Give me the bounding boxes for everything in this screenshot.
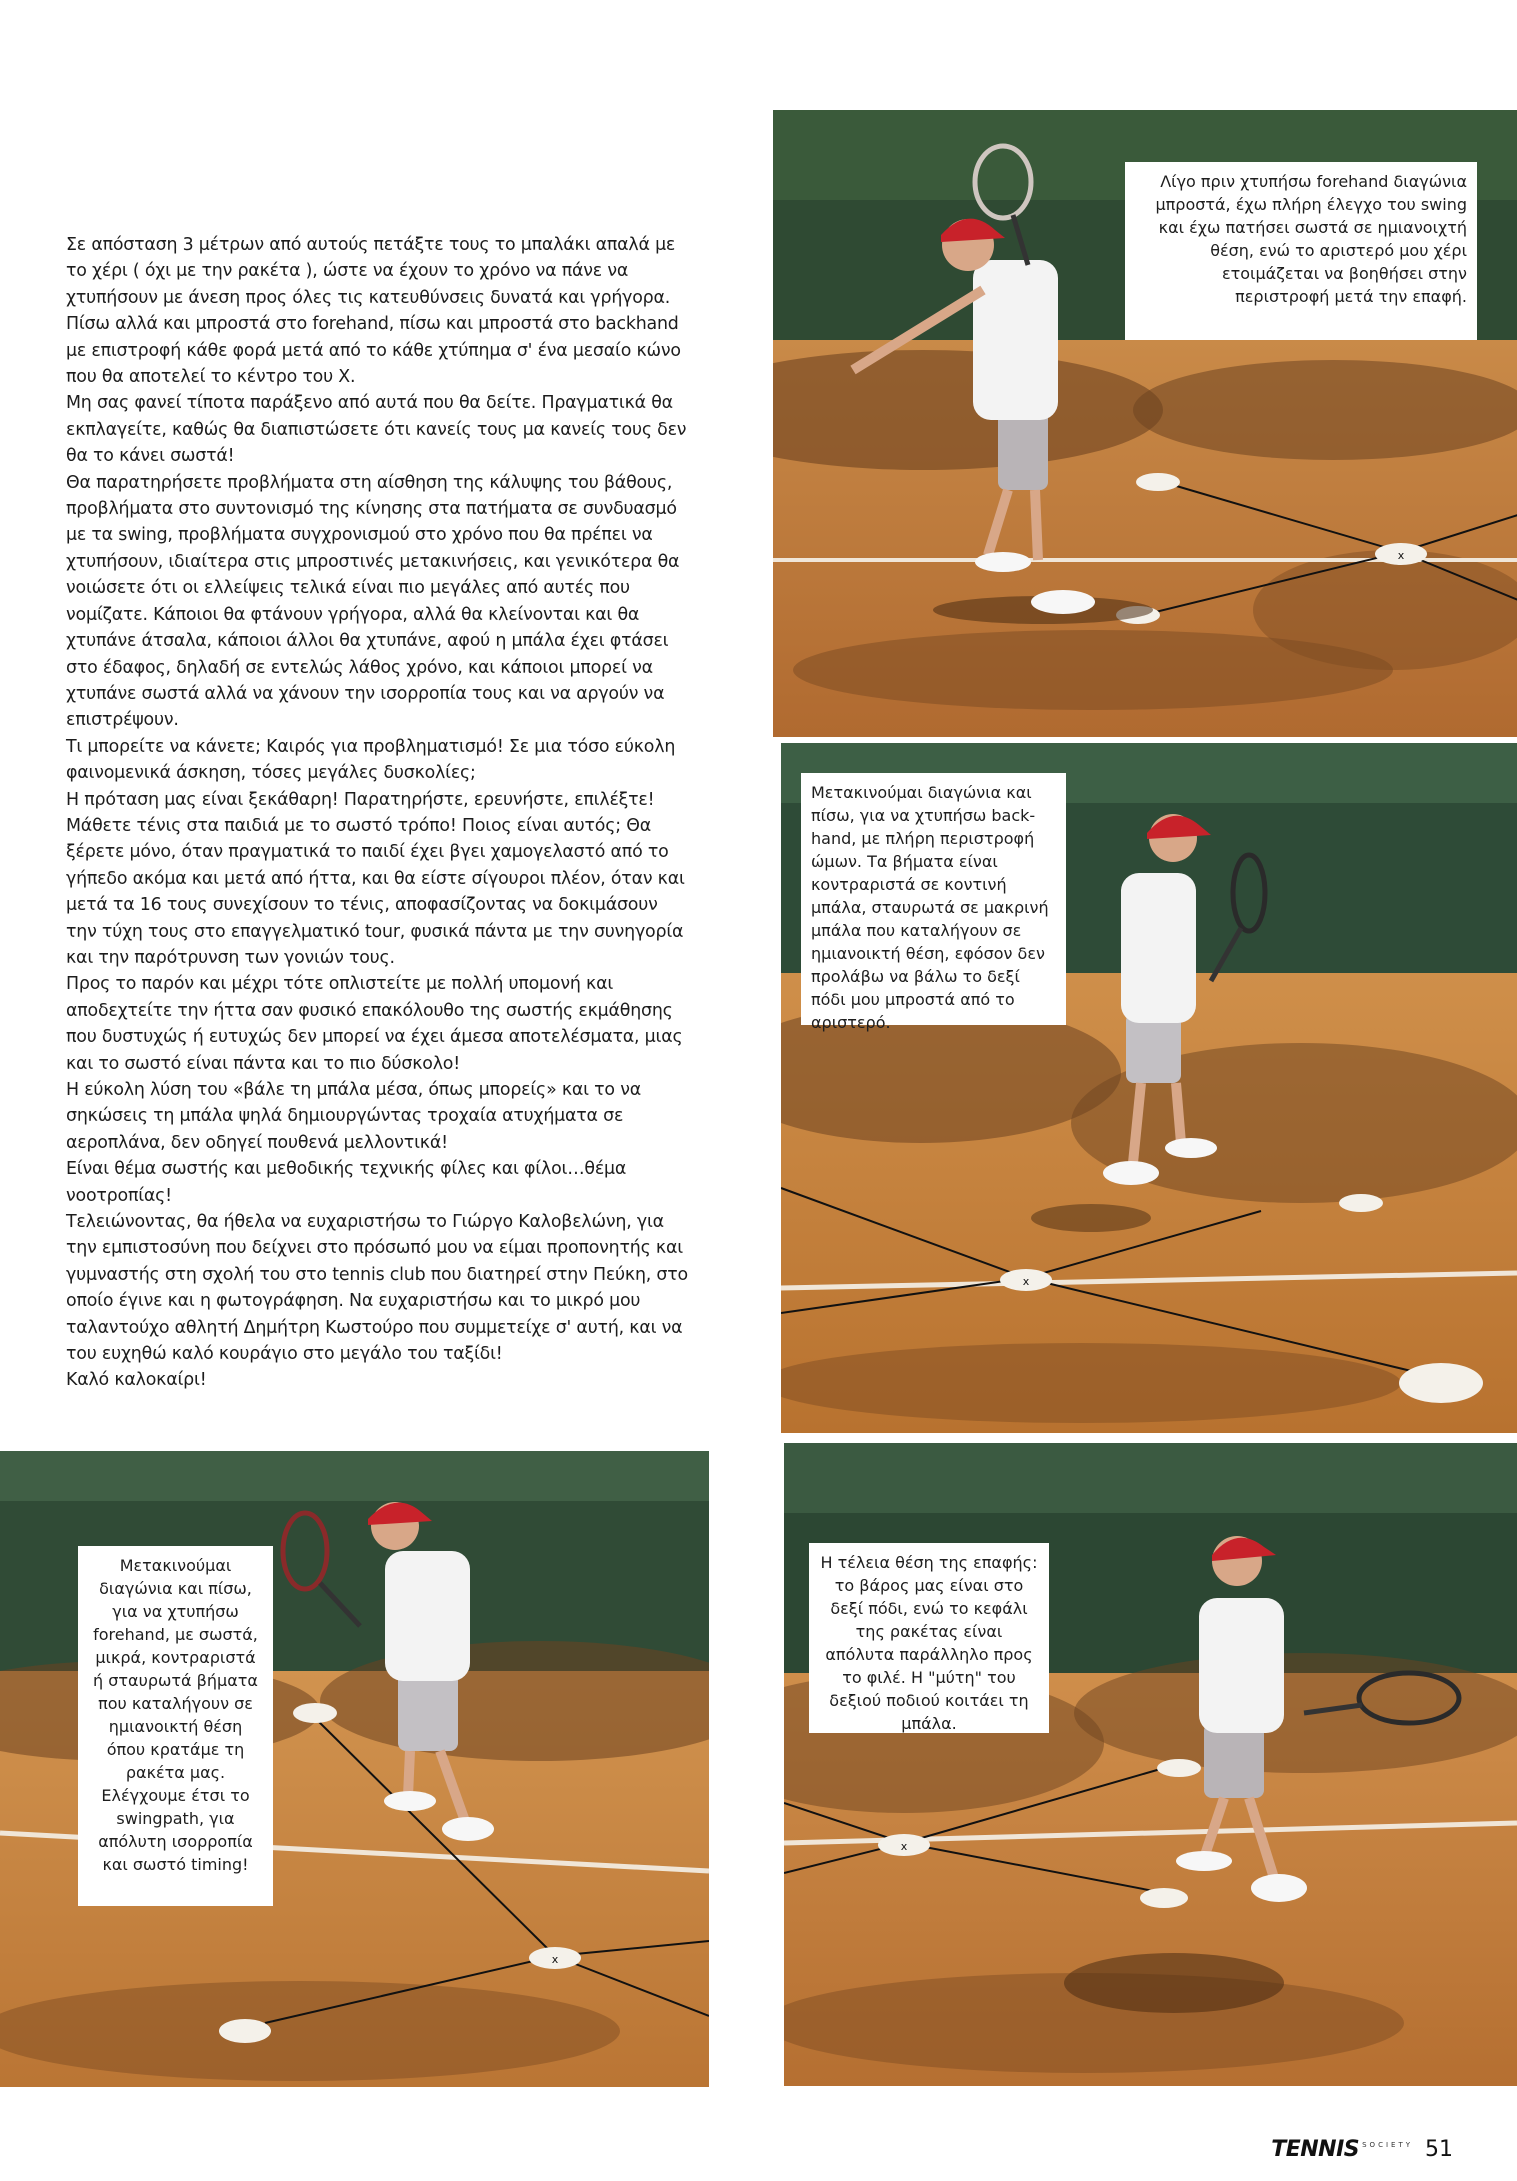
paragraph: Θα παρατηρήσετε προβλήματα στη αίσθηση της κάλυψης του βάθους, προβλήματα στο συντονισμό της κίνησης στα πατήματα σε συνδυασμό με τα swing, προβλήματα συγχρονισμού στο χρόνο που θα πρέπει να χτυπήσουν, ιδιαίτερα στις μπροστινές μετακινήσεις, και γενικότερα θα νοιώσετε ότι οι ελλείψεις τελικά είναι πιο μεγάλες από αυτές που νομίζατε. Κάποιοι θα φτάνουν γρήγορα, αλλά θα κλείνονται και θα χτυπάνε άτσαλα, κάποιοι άλλοι θα χτυπάνε, αφού η μπάλα έχει φτάσει στο έδαφος, δηλαδή σε εντελώς λάθος χρόνο, και κάποιοι μπορεί να χτυπάνε σωστά αλλά να χάνουν την ισορροπία τους και να αργούν να επιστρέψουν. [66,472,680,731]
page-number: 51 [1425,2136,1453,2162]
paragraph: Είναι θέμα σωστής και μεθοδικής τεχνικής φίλες και φίλοι…θέμα νοοτροπίας! [66,1159,627,1206]
paragraph: Τελειώνοντας, θα ήθελα να ευχαριστήσω το Γιώργο Καλοβελώνη, για την εμπιστοσύνη που δείχνει στο πρόσωπό μου να είμαι προπονητής και γυμναστής στη σχολή του στο tennis club που διατηρεί στην Πεύκη, στο οποίο έγινε και η φωτογράφηση. Να ευχαριστήσω και το μικρό μου ταλαντούχο αθλητή Δημήτρη Κωστούρο που συμμετείχε σ' αυτή, και να του ευχηθώ καλό κουράγιο στο μεγάλο του ταξίδι! [66,1212,688,1365]
svg-text:x: x [1022,1275,1030,1288]
photo-forehand-back [0,1451,709,2087]
paragraph: Καλό καλοκαίρι! [66,1370,207,1391]
photo-backhand-back [781,743,1517,1433]
paragraph: Σε απόσταση 3 μέτρων από αυτούς πετάξτε τους το μπαλάκι απαλά με το χέρι ( όχι με την ρακέτα ), ώστε να έχουν το χρόνο να πάνε να χτυπήσουν με άνεση προς όλες τις κατευθύνσεις δυνατά και γρήγορα. Πίσω αλλά και μπροστά στο forehand, πίσω και μπροστά στο backhand με επιστροφή κάθε φορά μετά από το κάθε χτύπημα σ' ένα μεσαίο κώνο που θα αποτελεί το κέντρο του Χ. [66,235,681,388]
photo-forehand-front [773,110,1517,737]
tennis-court-photo [784,1443,1517,2086]
photo-caption: Μετακινούμαι διαγώνια και πίσω, για να χτυπήσω back-hand, με πλήρη περιστροφή ώμων. Τα βήματα είναι κοντραριστά σε κοντινή μπάλα, σταυρωτά σε μακρινή μπάλα που καταλήγουν σε ημιανοικτή θέση, εφόσον δεν προλάβω να βάλω το δεξί πόδι μου μπροστά από το αριστερό. [801,773,1066,1025]
paragraph: Η πρόταση μας είναι ξεκάθαρη! Παρατηρήστε, ερευνήστε, επιλέξτε! Μάθετε τένις στα παιδιά με το σωστό τρόπο! Ποιος είναι αυτός; Θα ξέρετε μόνο, όταν πραγματικά το παιδί έχει βγει χαμογελαστό από το γήπεδο ακόμα και μετά από ήττα, και θα είστε σίγουροι πλέον, όταν και μετά τα 16 τους συνεχίσουν το τένις, αποφασίζοντας να δοκιμάσουν την τύχη τους στο επαγγελματικό tour, φυσικά πάντα με την συνηγορία και την παρότρυνση των γονιών τους. [66,789,685,968]
paragraph: Μη σας φανεί τίποτα παράξενο από αυτά που θα δείτε. Πραγματικά θα εκπλαγείτε, καθώς θα διαπιστώσετε ότι κανείς τους μα κανείς τους δεν θα το κάνει σωστά! [66,393,687,467]
article-body [66,232,691,1394]
paragraph: Προς το παρόν και μέχρι τότε οπλιστείτε με πολλή υπομονή και αποδεχτείτε την ήττα σαν φυσικό επακόλουθο της σωστής εκμάθησης που δυστυχώς ή ευτυχώς δεν μπορεί να έχει άμεσα αποτελέσματα, μιας και το σωστό είναι πάντα και το πιο δύσκολο! [66,974,683,1074]
photo-caption: Λίγο πριν χτυπήσω forehand διαγώνια μπροστά, έχω πλήρη έλεγχο του swing και έχω πατήσει σωστά σε ημιανοιχτή θέση, ενώ το αριστερό μου χέρι ετοιμάζεται να βοηθήσει στην περιστροφή μετά την επαφή. [1125,162,1477,340]
photo-caption: Η τέλεια θέση της επαφής: το βάρος μας είναι στο δεξί πόδι, ενώ το κεφάλι της ρακέτας είναι απόλυτα παράλληλο προς το φιλέ. Η "μύτη" του δεξιού ποδιού κοιτάει τη μπάλα. [809,1543,1049,1733]
svg-text:x: x [1397,549,1405,562]
logo-subtext: SOCIETY [1362,2141,1413,2150]
svg-text:x: x [900,1840,908,1853]
paragraph: Τι μπορείτε να κάνετε; Καιρός για προβληματισμό! Σε μια τόσο εύκολη φαινομενικά άσκηση, τόσες μεγάλες δυσκολίες; [66,736,676,784]
page-footer [1271,2134,1453,2164]
svg-text:x: x [551,1953,559,1966]
paragraph: Η εύκολη λύση του «βάλε τη μπάλα μέσα, όπως μπορείς» και το να σηκώσεις τη μπάλα ψηλά δημιουργώντας τροχαία ατυχήματα σε αεροπλάνα, δεν οδηγεί πουθενά μελλοντικά! [66,1080,641,1153]
magazine-logo [1271,2137,1413,2162]
logo-text: TENNIS [1271,2136,1360,2162]
photo-contact-position [784,1443,1517,2086]
photo-caption: Μετακινούμαι διαγώνια και πίσω, για να χτυπήσω forehand, με σωστά, μικρά, κοντραριστά ή σταυρωτά βήματα που καταλήγουν σε ημιανοικτή θέση όπου κρατάμε τη ρακέτα μας. Ελέγχουμε έτσι το swingpath, για απόλυτη ισορροπία και σωστό timing! [78,1546,273,1906]
